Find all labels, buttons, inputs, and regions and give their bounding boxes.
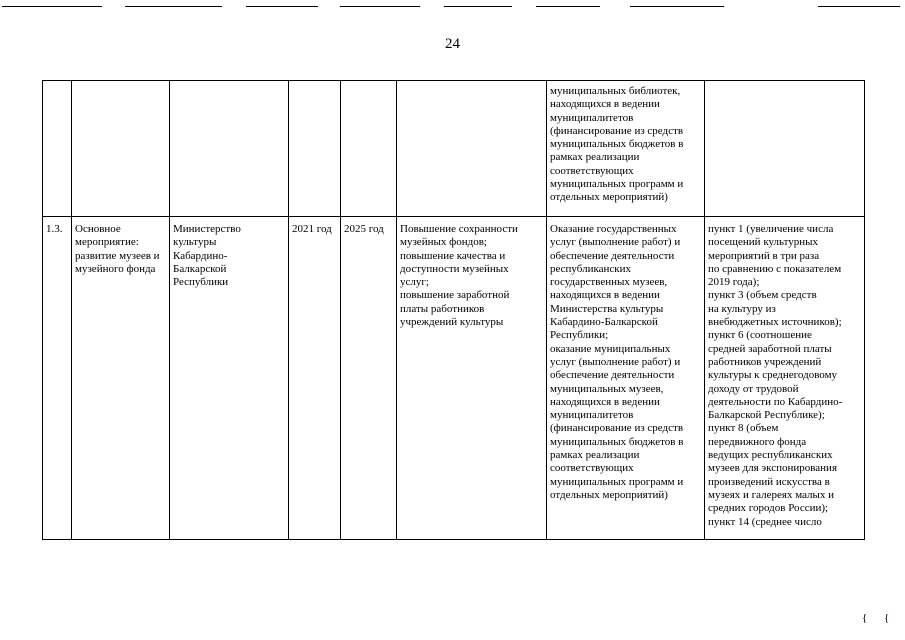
corner-mark: { [862, 612, 868, 624]
text-line: Основное [75, 223, 121, 235]
text-line: республиканских [550, 262, 632, 275]
text-line: Кабардино- [173, 249, 228, 262]
cell-start-year: 2021 год [289, 217, 341, 540]
text-line: пункт 8 (объем [708, 422, 779, 435]
text-line: музейных фондов; [400, 236, 487, 249]
text-line: услуг (выполнение работ) и [550, 355, 681, 368]
text-line: муниципальных программ и [550, 475, 684, 488]
top-rule [818, 6, 900, 7]
text-line: оказание муниципальных [550, 342, 671, 355]
text-line: Министерство [173, 223, 241, 235]
text-line: музеях и галереях малых и [708, 488, 835, 501]
top-rule [246, 6, 318, 7]
text-line: музеев для экспонирования [708, 462, 838, 475]
text-line: повышение заработной [400, 289, 510, 302]
top-rule [340, 6, 420, 7]
text-line: находящихся в ведении [550, 98, 660, 111]
text-line: Повышение сохранности [400, 223, 518, 235]
cell-result [397, 217, 547, 540]
text-line: посещений культурных [708, 236, 819, 249]
page-number: 24 [445, 36, 460, 52]
cell-event [72, 81, 170, 217]
table-row [43, 81, 865, 217]
text-line: 2019 года); [708, 276, 760, 289]
text-line: муниципальных бюджетов в [550, 435, 684, 448]
text-line: муниципальных бюджетов в [550, 138, 684, 151]
text-line: произведений искусства в [708, 475, 830, 488]
text-line: пункт 6 (соотношение [708, 329, 812, 342]
text-line: находящихся в ведении [550, 289, 660, 302]
text-line: услуг (выполнение работ) и [550, 236, 681, 249]
text-line: муниципальных библиотек, [550, 85, 681, 97]
text-line: соответствующих [550, 462, 634, 475]
program-activities-table [42, 80, 865, 540]
text-line: культуры к среднегодовому [708, 369, 838, 382]
text-line: муниципалитетов [550, 409, 634, 422]
text-line: пункт 14 (среднее число [708, 515, 822, 528]
cell-indicators [705, 81, 865, 217]
text-line: отдельных мероприятий) [550, 191, 668, 204]
top-rule [125, 6, 222, 7]
text-line: муниципалитетов [550, 111, 634, 124]
cell-executor [170, 81, 289, 217]
cell-number [43, 81, 72, 217]
text-line: рамках реализации [550, 151, 640, 164]
cell-start-year [289, 81, 341, 217]
text-line: (финансирование из средств [550, 124, 684, 137]
top-rule [630, 6, 724, 7]
cell-number: 1.3. [43, 217, 72, 540]
text-line: пункт 3 (объем средств [708, 289, 817, 302]
text-line: платы работников [400, 302, 485, 315]
cell-event [72, 217, 170, 540]
text-line: деятельности по Кабардино- [708, 395, 843, 408]
text-line: доступности музейных [400, 262, 509, 275]
text-line: соответствующих [550, 164, 634, 177]
cell-indicators [705, 217, 865, 540]
text-line: учреждений культуры [400, 316, 504, 329]
text-line: внебюджетных источников); [708, 316, 842, 329]
top-rule [2, 6, 102, 7]
cell-end-year [341, 81, 397, 217]
text-line: рамках реализации [550, 449, 640, 462]
top-rule [536, 6, 600, 7]
text-line: мероприятий в три раза [708, 249, 820, 262]
text-line: на культуру из [708, 302, 776, 315]
text-line: Балкарской [173, 262, 227, 275]
text-line: по сравнению с показателем [708, 262, 842, 275]
text-line: доходу от трудовой [708, 382, 799, 395]
text-line: муниципальных программ и [550, 178, 684, 191]
cell-result [397, 81, 547, 217]
text-line: работников учреждений [708, 355, 822, 368]
text-line: средней заработной платы [708, 342, 832, 355]
text-line: ведущих республиканских [708, 449, 833, 462]
text-line: обеспечение деятельности [550, 249, 675, 262]
cell-end-year: 2025 год [341, 217, 397, 540]
cell-content [547, 81, 705, 217]
top-rule [444, 6, 512, 7]
text-line: находящихся в ведении [550, 395, 660, 408]
text-line: муниципальных музеев, [550, 382, 664, 395]
corner-mark: { [884, 612, 890, 624]
text-line: Кабардино-Балкарской [550, 316, 658, 329]
cell-executor [170, 217, 289, 540]
text-line: повышение качества и [400, 249, 506, 262]
text-line: музейного фонда [75, 262, 156, 275]
text-line: Республики [173, 276, 229, 289]
text-line: Оказание государственных [550, 223, 677, 235]
text-line: развитие музеев и [75, 249, 160, 262]
text-line: средних городов России); [708, 502, 829, 515]
text-line: обеспечение деятельности [550, 369, 675, 382]
text-line: отдельных мероприятий) [550, 488, 668, 501]
text-line: государственных музеев, [550, 276, 668, 289]
text-line: Министерства культуры [550, 302, 664, 315]
table-row [43, 217, 865, 540]
cell-content [547, 217, 705, 540]
text-line: Балкарской Республике); [708, 409, 825, 422]
text-line: культуры [173, 236, 217, 249]
text-line: пункт 1 (увеличение числа [708, 223, 834, 235]
text-line: (финансирование из средств [550, 422, 684, 435]
text-line: услуг; [400, 276, 429, 289]
text-line: передвижного фонда [708, 435, 807, 448]
text-line: Республики; [550, 329, 609, 342]
text-line: мероприятие: [75, 236, 139, 249]
